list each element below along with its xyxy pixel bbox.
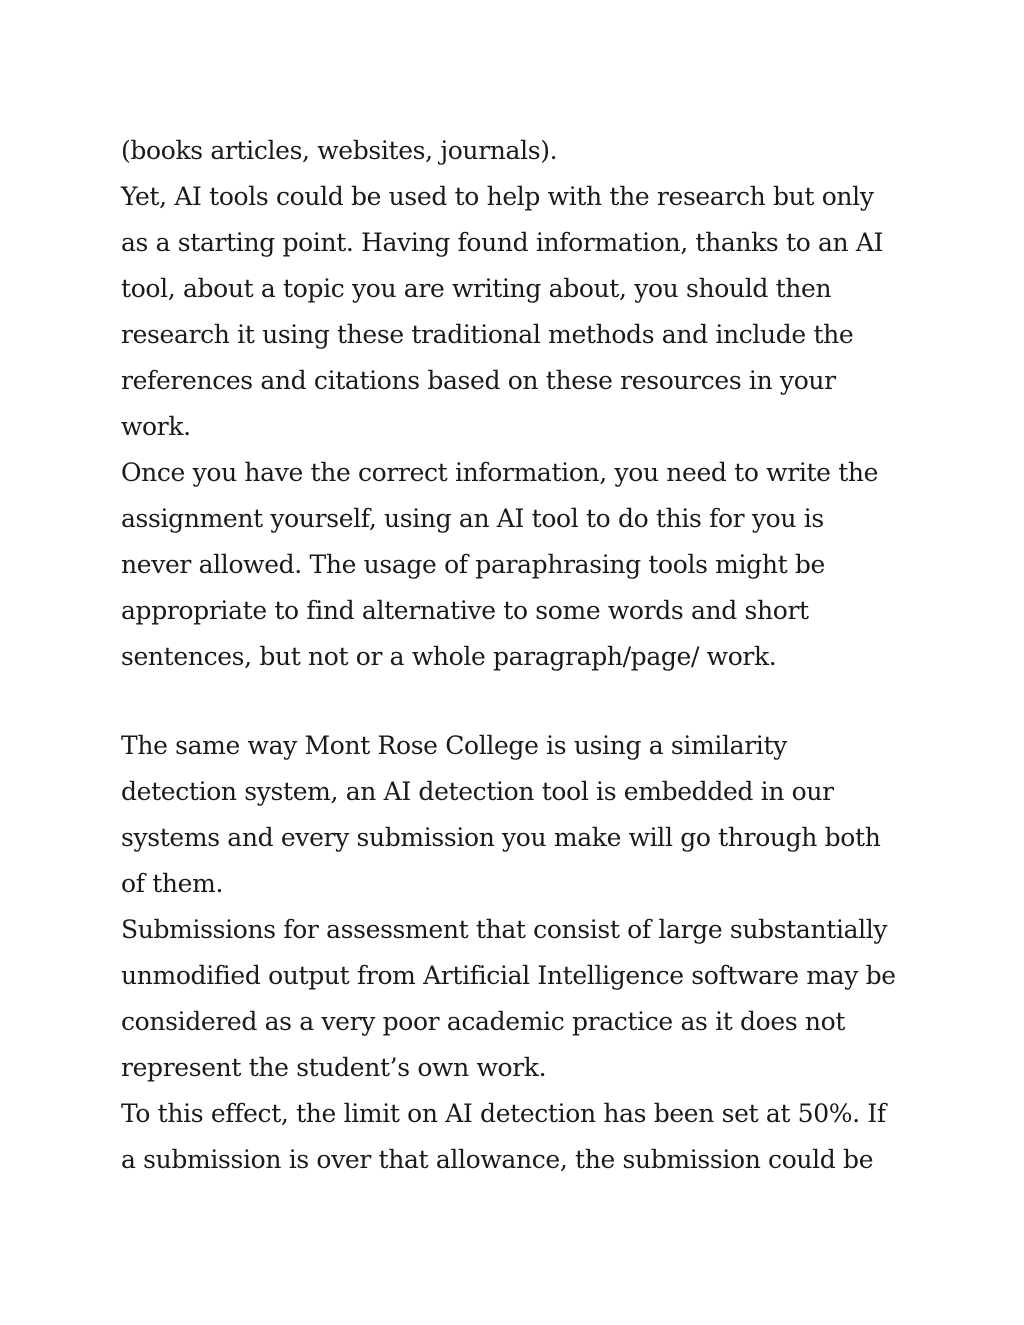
text-line: assignment yourself, using an AI tool to do this for you is: [121, 504, 824, 533]
paragraph-write-yourself: [121, 450, 921, 680]
text-line: detection system, an AI detection tool is embedded in our: [121, 777, 834, 806]
text-line: work.: [121, 412, 191, 441]
text-line: systems and every submission you make will go through both: [121, 823, 881, 852]
text-line: never allowed. The usage of paraphrasing tools might be: [121, 550, 825, 579]
paragraph-ai-research: [121, 174, 921, 450]
paragraph-submissions: [121, 907, 921, 1091]
text-line: tool, about a topic you are writing about, you should then: [121, 274, 832, 303]
text-line: unmodified output from Artificial Intelligence software may be: [121, 961, 896, 990]
text-line: represent the student’s own work.: [121, 1053, 547, 1082]
paragraph-detection-limit: [121, 1091, 921, 1183]
text-line: considered as a very poor academic practice as it does not: [121, 1007, 846, 1036]
text-line: references and citations based on these resources in your: [121, 366, 836, 395]
text-line: a submission is over that allowance, the submission could be: [121, 1145, 874, 1174]
text-line: appropriate to find alternative to some words and short: [121, 596, 809, 625]
text-line: Submissions for assessment that consist of large substantially: [121, 915, 888, 944]
text-line: Once you have the correct information, you need to write the: [121, 458, 879, 487]
text-line: The same way Mont Rose College is using a similarity: [121, 731, 787, 760]
text-line: To this effect, the limit on AI detection has been set at 50%. If: [121, 1099, 886, 1128]
paragraph-detection-system: [121, 723, 921, 907]
text-line: of them.: [121, 869, 224, 898]
text-line: research it using these traditional methods and include the: [121, 320, 854, 349]
text-line: sentences, but not or a whole paragraph/page/ work.: [121, 642, 777, 671]
text-line: Yet, AI tools could be used to help with the research but only: [121, 182, 874, 211]
document-body: [121, 128, 921, 1183]
paragraph-sources-list: [121, 128, 921, 174]
paragraph-spacer: [121, 680, 921, 723]
text-line: (books articles, websites, journals).: [121, 136, 558, 165]
text-line: as a starting point. Having found information, thanks to an AI: [121, 228, 884, 257]
